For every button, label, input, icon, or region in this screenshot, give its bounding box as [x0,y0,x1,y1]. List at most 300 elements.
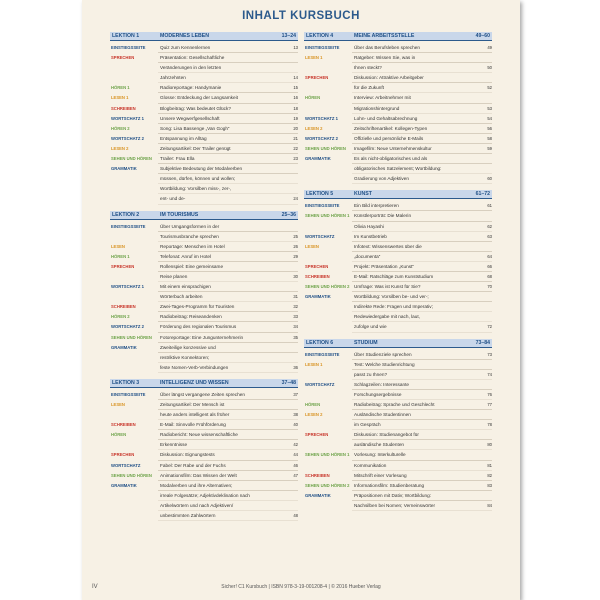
section-label: LESEN [305,243,319,249]
page-ref: 13 [284,43,298,53]
section-label: HÖREN [305,402,321,407]
section-label: HÖREN 1 [111,85,130,91]
lektion-pages: 73–84 [475,339,490,346]
toc-row [304,360,492,370]
page-ref: 32 [284,302,298,312]
page-ref: 29 [284,252,298,262]
section-label [304,312,352,322]
page-ref: 19 [284,114,298,124]
page-ref [284,53,298,63]
page-ref: 44 [284,450,298,460]
section-label [110,440,158,450]
toc-row [110,184,298,194]
lektion-block [110,379,298,521]
section-title: Telefonat: Anruf im Hotel [158,252,284,262]
section-label: SPRECHEN [305,432,329,438]
section-title: Künstlerporträt: Die Malerin [352,211,478,221]
page-ref [478,450,492,460]
section-title: Diskussion: Attraktive Arbeitgeber [352,73,478,83]
section-label [304,222,352,232]
lektion-pages: 13–24 [281,33,296,39]
page-ref: 37 [284,390,298,400]
section-label [304,63,352,73]
section-title: Vorlesung: Interkulturelle [352,450,478,460]
section-label: WORTSCHATZ 2 [111,324,144,330]
page-ref: 59 [478,144,492,154]
section-label: LESEN 2 [305,412,323,418]
section-label: WORTSCHATZ 1 [305,115,338,121]
section-title: Schlagzeilen: Interessante [352,380,478,390]
page-ref: 47 [284,471,298,481]
lektion-number: LEKTION 5 [306,191,334,198]
page-ref: 70 [478,282,492,292]
section-title: Interview: Arbeitnehmer mit [352,93,478,103]
section-label [110,292,158,302]
toc-row [304,63,492,73]
toc-row [304,272,492,282]
section-label: WORTSCHATZ [305,233,335,239]
toc-row [304,370,492,380]
toc-row [110,114,298,124]
page-ref: 20 [284,124,298,134]
section-title: Über Umgangsformen in der [158,222,284,232]
footer-credit: Sicher! C1 Kursbuch | ISBN 978-3-19-001208-4 | © 2016 Hueber Verlag [221,584,381,590]
section-label: SEHEN UND HÖREN 2 [305,284,350,290]
section-title: Förderung des regionalen Tourismus [158,322,284,332]
page-ref: 61 [478,201,492,211]
section-title: Reportage: Menschen im Hotel [158,242,284,252]
lektion-block [110,32,298,205]
section-title: Olivia Hayashi [352,222,478,232]
page-ref [284,282,298,292]
toc-row [304,292,492,302]
page-ref [478,430,492,440]
section-label: SEHEN UND HÖREN [111,472,152,478]
document-page [82,0,520,600]
toc-row [110,83,298,93]
toc-row [304,73,492,83]
page-ref: 73 [478,350,492,360]
section-title: E-Mail: Ratschläge zum Kunststudium [352,272,478,282]
page-ref [284,262,298,272]
section-label: SEHEN UND HÖREN [111,334,152,340]
toc-row [304,312,492,322]
section-label: SPRECHEN [111,452,135,458]
section-label [110,73,158,83]
page-title: INHALT KURSBUCH [242,10,360,22]
lektion-topic: INTELLIGENZ UND WISSEN [160,379,229,386]
section-title: Zeitungsartikel: Der Trailer genügt [158,144,284,154]
page-ref: 31 [284,292,298,302]
toc-row [304,222,492,232]
section-label: GRAMMATIK [305,156,331,162]
section-title: Ausländische Studentinnen [352,410,478,420]
lektion-header [110,211,298,220]
page-ref: 80 [478,440,492,450]
section-title: Mit einem einsprachigen [158,282,284,292]
toc-row [304,252,492,262]
toc-row [304,43,492,53]
section-label: EINSTIEGSSEITE [305,351,340,357]
section-title: Im Kunstbetrieb [352,232,478,242]
section-label [304,461,352,471]
section-label [304,501,352,511]
toc-row [110,440,298,450]
page-ref [284,430,298,440]
section-title: Zweiteilige konzessive und [158,343,284,353]
section-label [110,410,158,420]
lektion-pages: 37–48 [281,379,296,386]
toc-row [304,350,492,360]
toc-row [304,93,492,103]
toc-row [110,53,298,63]
page-ref: 82 [478,471,492,481]
toc-row [110,481,298,491]
section-title: Artikelwörtern und nach Adjektiven/ [158,501,284,511]
lektion-header [304,32,492,41]
section-title: Zwei-Tages-Programm für Touristen [158,302,284,312]
section-label [304,164,352,174]
section-title: Wortbildung: Vorsilben miss-, zer-, [158,184,284,194]
left-column [110,32,298,527]
lektion-header [110,32,298,41]
lektion-pages: 61–72 [475,191,490,198]
page-ref: 68 [478,272,492,282]
section-label [110,491,158,501]
page-ref [478,312,492,322]
lektion-topic: KUNST [354,191,372,198]
page-ref [284,63,298,73]
toc-row [304,154,492,164]
section-title: Veränderungen in den letzten [158,63,284,73]
toc-row [304,232,492,242]
section-label [304,440,352,450]
section-title: Entspannung im Alltag [158,134,284,144]
section-title: Erkenntnisse [158,440,284,450]
section-title: Informationsfilm: Studienberatung [352,481,478,491]
page-ref [478,491,492,501]
toc-row [110,302,298,312]
toc-row [110,471,298,481]
toc-row [110,343,298,353]
page-ref: 18 [284,104,298,114]
section-title: Zeitungsartikel: Der Mensch ist [158,400,284,410]
lektion-pages: 25–36 [281,211,296,218]
page-ref: 72 [478,322,492,332]
section-label: GRAMMATIK [111,482,137,488]
toc-row [304,164,492,174]
toc-row [110,104,298,114]
page-ref: 24 [284,194,298,204]
section-label: SCHREIBEN [305,273,330,279]
section-title: Mitschrift einer Vorlesung [352,471,478,481]
section-label: SEHEN UND HÖREN 1 [305,452,350,458]
page-ref: 60 [478,174,492,184]
section-label: EINSTIEGSSEITE [111,223,146,229]
section-label [304,302,352,312]
toc-row [304,430,492,440]
toc-row [110,73,298,83]
toc-row [304,201,492,211]
page-ref [284,164,298,174]
section-title: Wortbildung: Vorsilben be- und ver-; [352,292,478,302]
section-title: Tourismusbranche sprechen [158,232,284,242]
section-label: WORTSCHATZ [305,381,335,387]
section-title: restriktive Konnektoren; [158,353,284,363]
section-label [304,252,352,262]
toc-row [110,491,298,501]
toc-row [304,410,492,420]
page-ref [478,211,492,221]
page-ref: 23 [284,154,298,164]
page-ref: 76 [478,390,492,400]
section-title: Radioreportage: Handymanie [158,83,284,93]
section-title: Ein Bild interpretieren [352,201,478,211]
toc-row [304,282,492,292]
toc-row [110,292,298,302]
toc-row [110,262,298,272]
page-ref [478,302,492,312]
page-ref [284,501,298,511]
lektion-number: LEKTION 2 [112,211,140,218]
toc-row [110,353,298,363]
page-ref [284,400,298,410]
toc-row [304,390,492,400]
section-label [304,420,352,430]
page-ref: 63 [478,232,492,242]
section-title: Umfrage: Was ist Kunst für Sie? [352,282,478,292]
section-title: Projekt: Präsentation „Kunst“ [352,262,478,272]
page-ref [478,410,492,420]
page-ref: 38 [284,410,298,420]
section-label: SCHREIBEN [305,472,330,478]
section-title: Zeitschriftenartikel: Kollegen-Typen [352,124,478,134]
section-label [110,184,158,194]
section-label [304,390,352,400]
page-ref [284,174,298,184]
page-number: IV [92,584,98,590]
section-title: Glosse: Entdeckung der Langsamkeit [158,93,284,103]
toc-row [110,124,298,134]
page-ref [478,360,492,370]
page-ref: 21 [284,134,298,144]
toc-row [304,302,492,312]
lektion-block [110,211,298,373]
section-label: EINSTIEGSSEITE [305,203,340,209]
lektion-topic: MODERNES LEBEN [160,33,209,39]
section-label: SPRECHEN [305,75,329,81]
section-title: Blogbeitrag: Was bedeutet Glück? [158,104,284,114]
toc-row [304,211,492,221]
section-label [110,194,158,204]
section-label [110,501,158,511]
toc-row [304,400,492,410]
toc-row [304,481,492,491]
section-title: feste Nomen-Verb-Verbindungen [158,363,284,373]
toc-row [110,272,298,282]
lektion-block [304,339,492,512]
section-title: Präpositionen mit Dativ; Wortbildung: [352,491,478,501]
section-label: SCHREIBEN [111,105,136,111]
lektion-block [304,32,492,184]
section-label [110,232,158,242]
page-ref: 48 [284,511,298,521]
section-label [110,174,158,184]
toc-row [110,164,298,174]
section-title: Gradierung von Adjektiven [352,174,478,184]
toc-row [110,63,298,73]
toc-row [110,134,298,144]
section-title: Animationsfilm: Das Wissen der Welt [158,471,284,481]
section-label: GRAMMATIK [111,166,137,172]
section-label [110,272,158,282]
section-title: Über das Berufsleben sprechen [352,43,478,53]
toc-row [110,43,298,53]
page-ref: 30 [284,272,298,282]
section-label: LESEN 2 [305,125,323,131]
toc-row [110,511,298,521]
page-ref [478,93,492,103]
section-title: Fabel: Der Rabe und der Fuchs [158,461,284,471]
section-title: Radiobeitrag: Reiseandenken [158,312,284,322]
toc-row [110,430,298,440]
section-label: SEHEN UND HÖREN 2 [305,482,350,488]
page-ref [478,292,492,302]
section-label: LESEN 1 [305,55,323,61]
toc-row [304,53,492,63]
page-ref: 52 [478,83,492,93]
toc-row [110,363,298,373]
section-label: EINSTIEGSSEITE [111,45,146,50]
section-title: Infotext: Wissenswertes über die [352,242,478,252]
section-label: WORTSCHATZ [111,462,141,468]
page-ref [284,481,298,491]
page-ref: 83 [478,481,492,491]
toc-row [110,282,298,292]
toc-row [110,450,298,460]
page-ref: 77 [478,400,492,410]
section-label: WORTSCHATZ 2 [305,135,338,141]
section-label: EINSTIEGSSEITE [305,45,340,50]
section-title: Es als nicht-obligatorisches und als [352,154,478,164]
page-ref [284,491,298,501]
section-label: GRAMMATIK [305,294,331,300]
section-title: Diskussion: Studienangebot für [352,430,478,440]
section-label: WORTSCHATZ 2 [111,135,144,141]
page-ref: 35 [284,333,298,343]
page-ref [478,164,492,174]
section-title: müssen, dürfen, können und wollen; [158,174,284,184]
section-title: für die Zukunft [352,83,478,93]
section-title: Song: Lisa Bassenge „Van Gogh“ [158,124,284,134]
section-title: Subjektive Bedeutung der Modalverben [158,164,284,174]
lektion-header [304,190,492,199]
section-title: E-Mail: Sinnvolle Frühförderung [158,420,284,430]
lektion-topic: MEINE ARBEITSSTELLE [354,33,415,39]
section-title: Wörterbuch arbeiten [158,292,284,302]
section-label: SEHEN UND HÖREN [305,145,346,151]
section-label [110,511,158,521]
lektion-pages: 49–60 [475,33,490,39]
section-label: LESEN [111,402,125,407]
page-ref: 84 [478,501,492,511]
section-label: SCHREIBEN [111,304,136,310]
section-label [304,174,352,184]
section-title: Radiobericht: Neue wissenschaftliche [158,430,284,440]
section-label: SEHEN UND HÖREN [111,156,152,162]
section-title: obligatorisches Satzelement; Wortbildung: [352,164,478,174]
lektion-number: LEKTION 4 [306,33,334,39]
page-ref: 66 [478,262,492,272]
toc-row [110,420,298,430]
section-title: Test: Welche Studienrichtung [352,360,478,370]
page-ref [284,184,298,194]
section-label: SPRECHEN [305,263,329,269]
section-title: heute anders intelligent als früher [158,410,284,420]
toc-row [304,262,492,272]
toc-row [304,322,492,332]
page-ref: 56 [478,124,492,134]
page-ref: 26 [284,242,298,252]
section-title: zufolge und wie [352,322,478,332]
section-title: im Gespräch [352,420,478,430]
page-ref: 53 [478,104,492,114]
section-title: ent- und de- [158,194,284,204]
section-label: LESEN 1 [111,95,129,101]
section-title: Ihnen steckt? [352,63,478,73]
toc-row [110,232,298,242]
section-label [110,353,158,363]
section-label [304,322,352,332]
toc-row [110,174,298,184]
section-label: GRAMMATIK [305,492,331,498]
page-ref: 64 [478,252,492,262]
page-ref: 25 [284,232,298,242]
section-label: LESEN 2 [111,145,129,151]
section-title: Rollenspiel: Eine gemeinsame [158,262,284,272]
section-label [110,363,158,373]
toc-row [110,252,298,262]
toc-row [304,491,492,501]
section-label: WORTSCHATZ 1 [111,115,144,121]
section-title: Über Studienziele sprechen [352,350,478,360]
lektion-number: LEKTION 3 [112,379,140,386]
toc-row [110,222,298,232]
section-label: HÖREN 1 [111,253,130,259]
section-title: Imagefilm: Neue Unternehmenskultur [352,144,478,154]
section-label: SEHEN UND HÖREN 1 [305,213,350,219]
section-title: unbestimmten Zahlwörtern [158,511,284,521]
section-title: Kommunikation [352,461,478,471]
toc-row [110,93,298,103]
toc-row [304,83,492,93]
toc-row [304,450,492,460]
section-title: Migrationshintergrund [352,104,478,114]
section-label: WORTSCHATZ 1 [111,284,144,290]
section-label [304,83,352,93]
toc-row [110,410,298,420]
section-title: Offizielle und persönliche E-Mails [352,134,478,144]
page-ref: 42 [284,440,298,450]
section-label: EINSTIEGSSEITE [111,391,146,397]
section-title: passt zu Ihnen? [352,370,478,380]
section-label: HÖREN 2 [111,125,130,131]
toc-row [110,144,298,154]
page-ref: 54 [478,114,492,124]
section-title: Radiobeitrag: Sprache und Geschlecht [352,400,478,410]
lektion-topic: IM TOURISMUS [160,211,199,218]
section-label [304,104,352,114]
